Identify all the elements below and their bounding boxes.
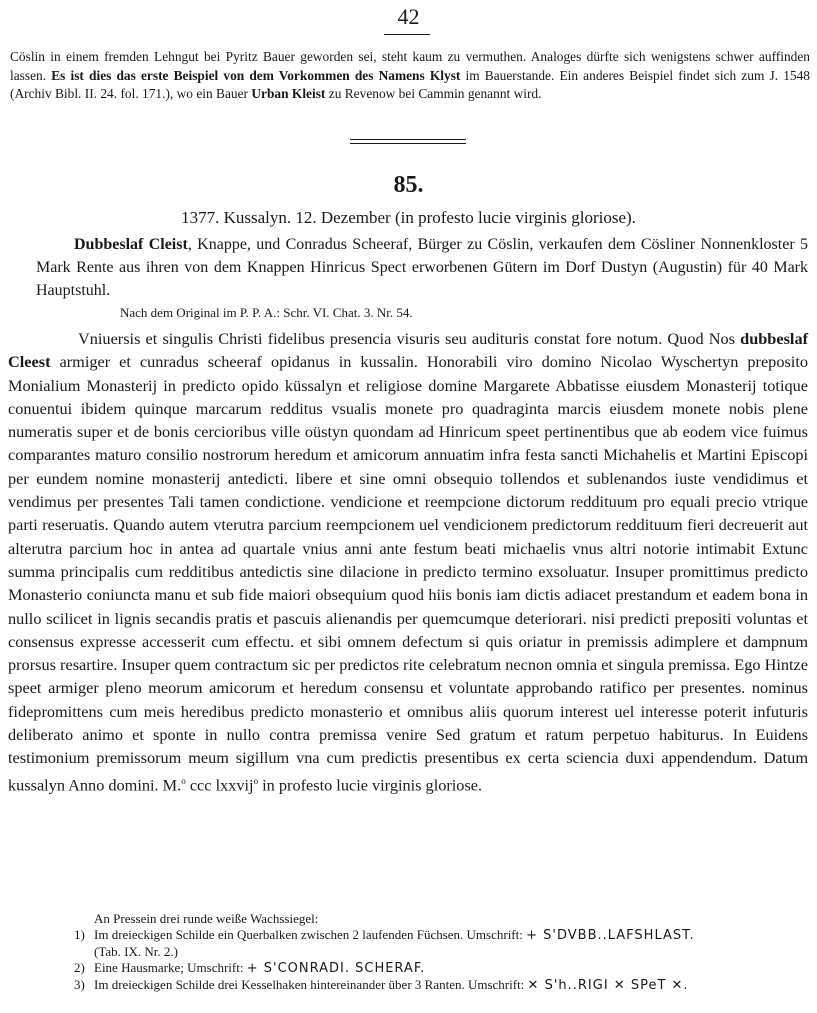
footnote-continuation [10, 48, 810, 104]
seal-inscription: + S'CONRADI. SCHERAF. [246, 961, 426, 976]
source-note: Nach dem Original im P. P. A.: Schr. VI. Chat. 3. Nr. 54. [120, 305, 413, 320]
seal-num: 2) [74, 960, 85, 975]
seal-description: Im dreieckigen Schilde drei Kesselhaken hintereinander über 3 Ranten. Umschrift: [94, 977, 525, 992]
body-name-dubbeslaf: dubbeslaf Cleest [8, 329, 809, 372]
page-number: 42 [397, 4, 420, 29]
footnote-text-b: Es ist dies das erste Beispiel von dem Vorkommen des Namens [51, 67, 425, 83]
regest-name-dubbeslaf: Dubbeslaf Cleist [74, 236, 188, 253]
body-text-d: lxxvij [215, 775, 254, 795]
seal-inscription: ✕ S'h..RIGI ✕ SPeT ✕. [527, 978, 689, 993]
regest-summary [36, 233, 808, 302]
footnote-text-c: im Bauerstande. Ein anderes Beispiel findet sich zum J. 1548 (Archiv Bibl. II. 24. fol. 171.), wo ein Bauer [10, 67, 810, 101]
body-text-a: Vniuersis et singulis Christi fidelibus presencia visuris seu audituris constat fore notum. Quod Nos [78, 329, 735, 348]
seal-item-3 [74, 977, 809, 994]
document-date-line: 1377. Kussalyn. 12. Dezember (in profesto lucie virginis gloriose). [181, 208, 636, 227]
regest-text: , Knappe, und Conradus Scheeraf, Bürger zu Cöslin, verkaufen dem Cösliner Nonnenkloster 5 Mark Rente aus ihren von dem Knappen Hinricus Spect erworbenen Gütern im Dorf Dustyn (Augustin) für 40 Mark Hauptstuhl. [36, 236, 809, 299]
seal-notes [74, 911, 809, 994]
section-divider [350, 139, 466, 144]
footnote-text-d: zu Revenow bei Cammin genannt wird. [328, 86, 542, 101]
seal-description: Im dreieckigen Schilde ein Querbalken zwischen 2 laufenden Füchsen. Umschrift: [94, 927, 523, 942]
seal-description: Eine Hausmarke; Umschrift: [94, 960, 244, 975]
seal-item-2 [74, 960, 809, 977]
document-number: 85. [393, 172, 424, 198]
footnote-name-klyst: Klyst [429, 67, 461, 83]
seal-num: 1) [74, 927, 85, 942]
body-text-c: ccc [189, 775, 212, 795]
seal-inscription: + S'DVBB..LAFSHLAST. [526, 928, 695, 943]
seal-num: 3) [74, 977, 85, 992]
body-text-b: armiger et cunradus scheeraf opidanus in kussalin. Honorabili viro domino Nicolao Wyschertyn preposito Monialium Monasterij in predicto opido küssalyn et religiose domine Margarete Abbatisse eiusdem Monasterij totique conuentui ibidem quinque marcarum redditus vsualis monete pro quadraginta marcis eiusdem monete nobis plene numeratis super et de bonis cercioribus ville oüstyn quondam ad Hinricum speet pertinentibus que ab eodem vice fuimus comparantes maturo consilio nostrorum heredum et amicorum annuatim infra festa sancti Michahelis et Martini Episcopi per eundem nomine monasterij antedicti. libere et sine omni obsequio tollendos et sublenandos iuste vendidimus et vendimus per presentes Tali tamen condictione. vendicione et reempcione dictorum reddituum pro equali precio vtrique parti reseruatis. Quando autem vterutra parcium reempcionem uel vendicionem predictorum reddituum fieri decreuerit aut alterutra parcium hoc in antea ad quartale vnius anni ante festum beati michaelis vnus altri notorie intimabit Extunc summa principalis cum redditibus antedictis sine dilacione in predicto termino exsoluatur. Insuper promittimus predicto Monasterio coniuncta manu et sub fide maiori obsequium quod hiis bonis iam dictis adiacet prestandum et eadem bona in nullo scilicet in lignis secandis pratis et pascuis alienandis per quemcumque deteriorari. nisi predicti prepositi voluntas et consensus expresse accesserit cum effectu. et sibi omnem defectum si quis oriatur in premissis adimplere et dampnum prorsus resartire. Insuper quem contractum sic per predictos rite celebratum necnon omnia et singula premissa. Ego Hintze speet armiger pleno meorum amicorum et heredum consensu et voluntate approbando ratifico per presentes. nominus fidepromittens cum meis heredibus predicto monasterio et omnibus aliis quorum interest uel interesse poterit infuturis deliberato animo et sponte in nullo contra premissa venire Sed gratum et ratum perpetuo habiturus. In Euidens testimonium premissorum meum sigillum vna cum predictis presentibus ex certa sciencia duxi appendendum. Datum kussalyn Anno domini. M. [8, 352, 808, 795]
page-number-underline [384, 34, 430, 35]
body-text-e: in profesto lucie virginis gloriose. [262, 775, 483, 795]
footnote-name-urban-kleist: Urban Kleist [251, 86, 326, 101]
seal-item-1 [74, 927, 809, 960]
seal-extra: (Tab. IX. Nr. 2.) [94, 944, 178, 959]
footnote-text-a: Cöslin in einem fremden Lehngut bei Pyritz Bauer geworden sei, steht kaum zu vermuthen. Analoges dürfte sich wenigstens schwer auffinden lassen. [10, 49, 810, 83]
seal-notes-intro: An Pressein drei runde weiße Wachssiegel: [94, 911, 319, 926]
charter-body [8, 327, 808, 796]
body-sup-3: o [253, 775, 259, 786]
body-sup-1: o [181, 775, 186, 786]
